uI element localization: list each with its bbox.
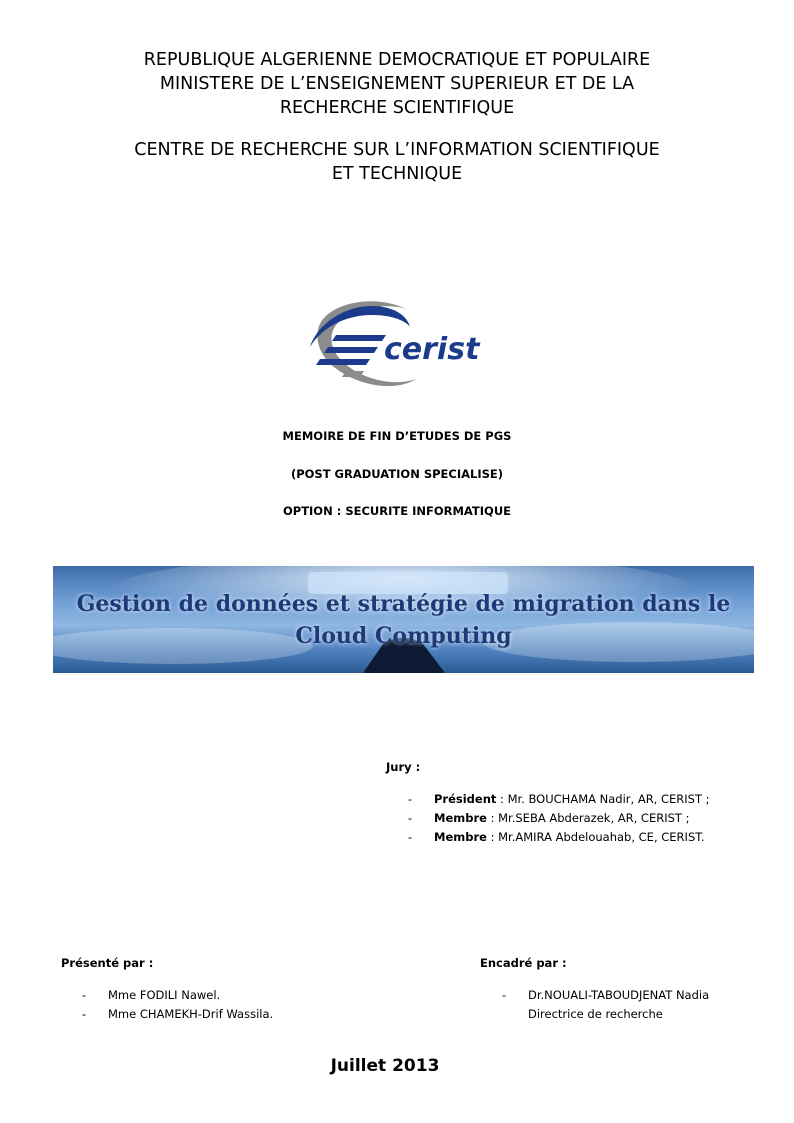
- presenter-name: Mme FODILI Nawel.: [108, 988, 221, 1002]
- bullet-dash: -: [408, 830, 413, 844]
- supervisor-name: Dr.NOUALI-TABOUDJENAT Nadia: [528, 988, 710, 1002]
- header-line-republic: REPUBLIQUE ALGERIENNE DEMOCRATIQUE ET POPULAIRE: [143, 50, 651, 70]
- bullet-dash: -: [82, 988, 87, 1002]
- institution-header: [0, 48, 794, 120]
- list-item: [82, 986, 273, 1005]
- thesis-type: MEMOIRE DE FIN D’ETUDES DE PGS: [282, 429, 512, 443]
- jury-role: Président: [434, 792, 497, 806]
- header-line-technique: ET TECHNIQUE: [331, 164, 463, 184]
- thesis-title: [53, 588, 754, 652]
- list-item: [502, 986, 709, 1005]
- bullet-dash: -: [502, 988, 507, 1002]
- supervised-by-heading: Encadré par :: [480, 956, 567, 970]
- supervisor-position: Directrice de recherche: [528, 1007, 663, 1021]
- thesis-title-line1: Gestion de données et stratégie de migration dans le: [76, 591, 731, 617]
- bullet-dash: -: [82, 1007, 87, 1021]
- jury-heading: Jury :: [386, 760, 421, 774]
- date: Juillet 2013: [330, 1056, 440, 1076]
- thesis-title-line2: Cloud Computing: [295, 623, 512, 649]
- header-line-research: RECHERCHE SCIENTIFIQUE: [279, 98, 515, 118]
- list-item: [82, 1005, 273, 1024]
- program-name: (POST GRADUATION SPECIALISE): [290, 467, 504, 481]
- header-line-center: CENTRE DE RECHERCHE SUR L’INFORMATION SCIENTIFIQUE: [134, 140, 660, 160]
- cerist-logo: [298, 297, 503, 399]
- center-header: [0, 138, 794, 186]
- list-item: [502, 1005, 709, 1024]
- jury-list: [408, 790, 788, 847]
- bullet-dash: -: [408, 811, 413, 825]
- presenter-name: Mme CHAMEKH-Drif Wassila.: [108, 1007, 274, 1021]
- list-item: [408, 828, 788, 847]
- cerist-logo-graphic: [298, 297, 503, 399]
- option-name: OPTION : SECURITE INFORMATIQUE: [282, 504, 512, 518]
- presented-by-heading: Présenté par :: [61, 956, 154, 970]
- jury-detail: : Mr.SEBA Abderazek, AR, CERIST ;: [486, 811, 690, 825]
- bullet-dash: -: [408, 792, 413, 806]
- presenters-list: [82, 986, 273, 1024]
- jury-role: Membre: [434, 811, 487, 825]
- jury-detail: : Mr. BOUCHAMA Nadir, AR, CERIST ;: [496, 792, 710, 806]
- jury-detail: : Mr.AMIRA Abdelouahab, CE, CERIST.: [486, 830, 705, 844]
- list-item: [408, 790, 788, 809]
- title-banner: [53, 566, 754, 673]
- list-item: [408, 809, 788, 828]
- logo-wordmark: cerist: [384, 332, 480, 367]
- header-line-ministry: MINISTERE DE L’ENSEIGNEMENT SUPERIEUR ET DE LA: [159, 74, 635, 94]
- supervisors-list: [502, 986, 709, 1024]
- jury-role: Membre: [434, 830, 487, 844]
